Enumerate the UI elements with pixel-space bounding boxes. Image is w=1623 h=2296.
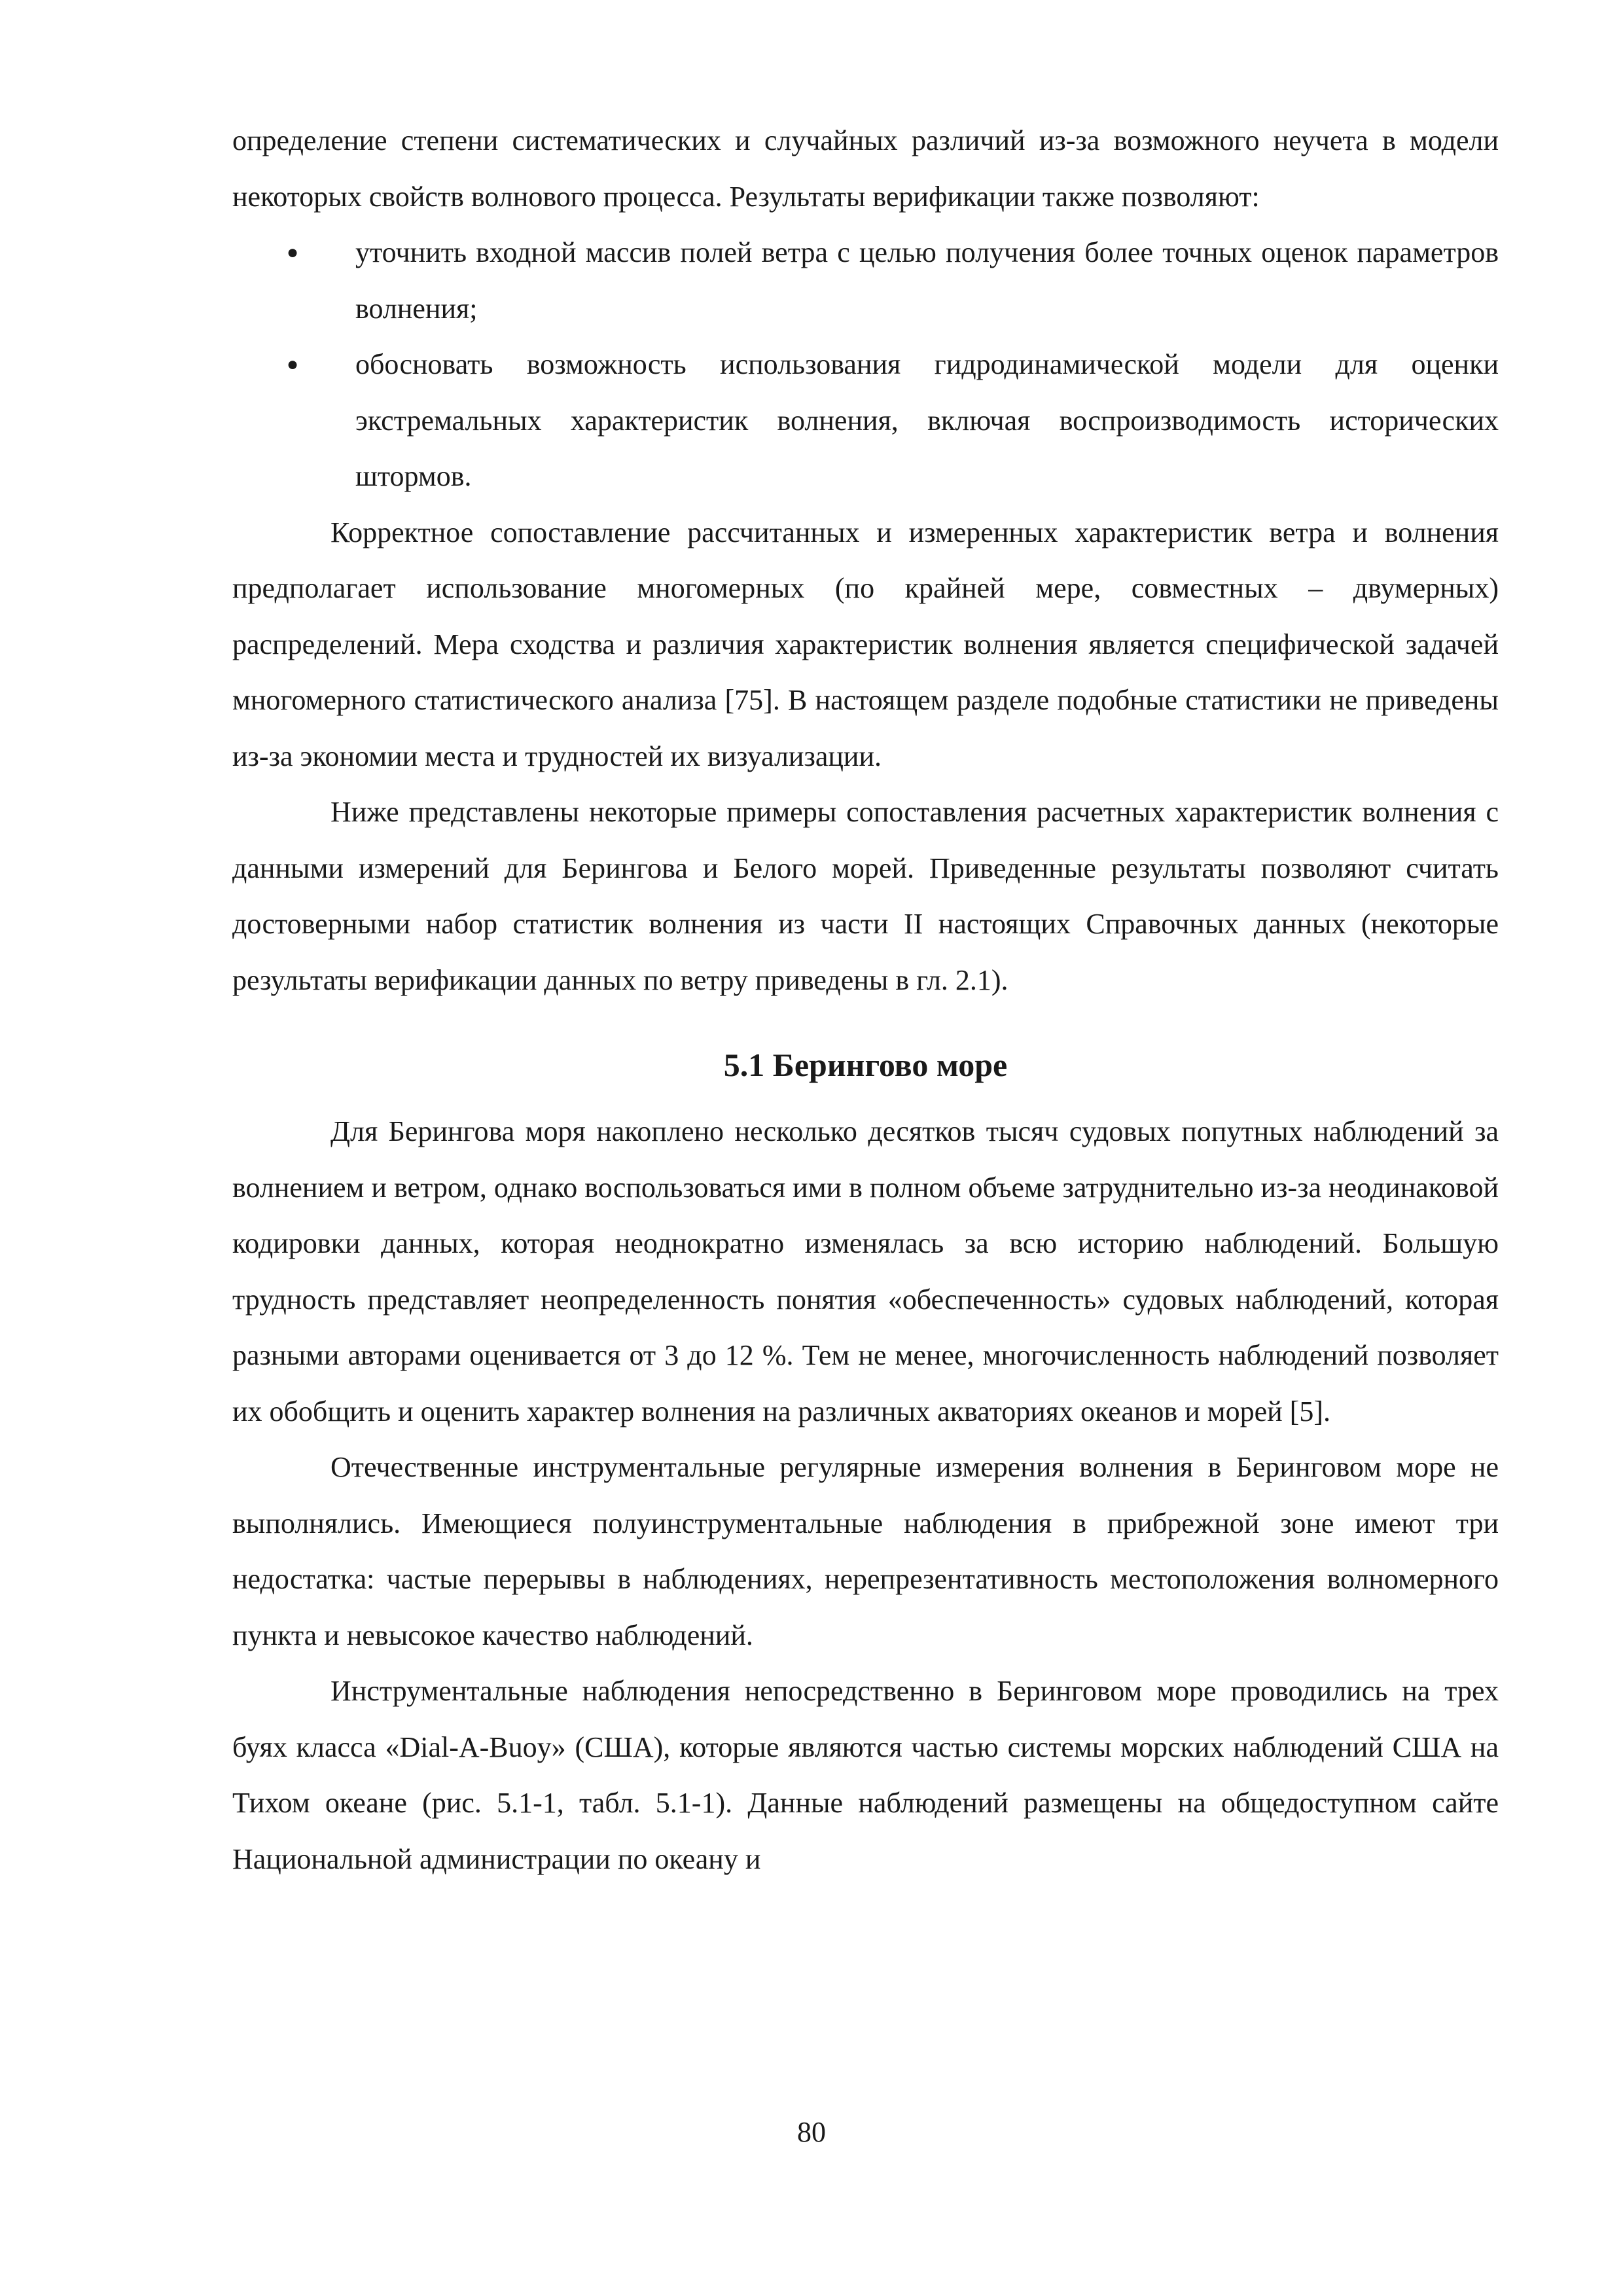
bullet-list bbox=[232, 224, 1499, 505]
page-number: 80 bbox=[797, 2116, 826, 2148]
bullet-icon: ● bbox=[287, 242, 299, 263]
body-paragraph: Отечественные инструментальные регулярные измерения волнения в Беринговом море не выполнялись. Имеющиеся полуинструментальные наблюдения в прибрежной зоне имеют три недостатка: частые перерывы в наблюдениях, нерепрезентативность местоположения волномерного пункта и невысокое качество наблюдений. bbox=[232, 1451, 1499, 1651]
page-content bbox=[232, 113, 1499, 1887]
bullet-item bbox=[232, 224, 1499, 336]
bullet-text: обосновать возможность использования гидродинамической модели для оценки экстремальных характеристик волнения, включая воспроизводимость исторических штормов. bbox=[355, 348, 1499, 492]
intro-paragraph: определение степени систематических и случайных различий из-за возможного неучета в модели некоторых свойств волнового процесса. Результаты верификации также позволяют: bbox=[232, 124, 1499, 213]
section-heading: 5.1 Берингово море bbox=[723, 1047, 1008, 1083]
body-paragraph: Инструментальные наблюдения непосредственно в Беринговом море проводились на трех буях класса «Dial-A-Buoy» (США), которые являются частью системы морских наблюдений США на Тихом океане (рис. 5.1-1, табл. 5.1-1). Данные наблюдений размещены на общедоступном сайте Национальной администрации по океану и bbox=[232, 1675, 1499, 1875]
body-paragraph: Для Берингова моря накоплено несколько десятков тысяч судовых попутных наблюдений за волнением и ветром, однако воспользоваться ими в полном объеме затруднительно из-за неодинаковой кодировки данных, которая неоднократно изменялась за всю историю наблюдений. Большую трудность представляет неопределенность понятия «обеспеченность» судовых наблюдений, которая разными авторами оценивается от 3 до 12 %. Тем не менее, многочисленность наблюдений позволяет их обобщить и оценить характер волнения на различных акваториях океанов и морей [5]. bbox=[232, 1115, 1499, 1427]
body-paragraph: Ниже представлены некоторые примеры сопоставления расчетных характеристик волнения с данными измерений для Берингова и Белого морей. Приведенные результаты позволяют считать достоверными набор статистик волнения из части II настоящих Справочных данных (некоторые результаты верификации данных по ветру приведены в гл. 2.1). bbox=[232, 796, 1499, 996]
bullet-icon: ● bbox=[287, 353, 299, 375]
bullet-item bbox=[232, 336, 1499, 505]
bullet-text: уточнить входной массив полей ветра с целью получения более точных оценок параметров волнения; bbox=[355, 236, 1499, 325]
body-paragraph: Корректное сопоставление рассчитанных и измеренных характеристик ветра и волнения предполагает использование многомерных (по крайней мере, совместных – двумерных) распределений. Мера сходства и различия характеристик волнения является специфической задачей многомерного статистического анализа [75]. В настоящем разделе подобные статистики не приведены из-за экономии места и трудностей их визуализации. bbox=[232, 516, 1499, 772]
